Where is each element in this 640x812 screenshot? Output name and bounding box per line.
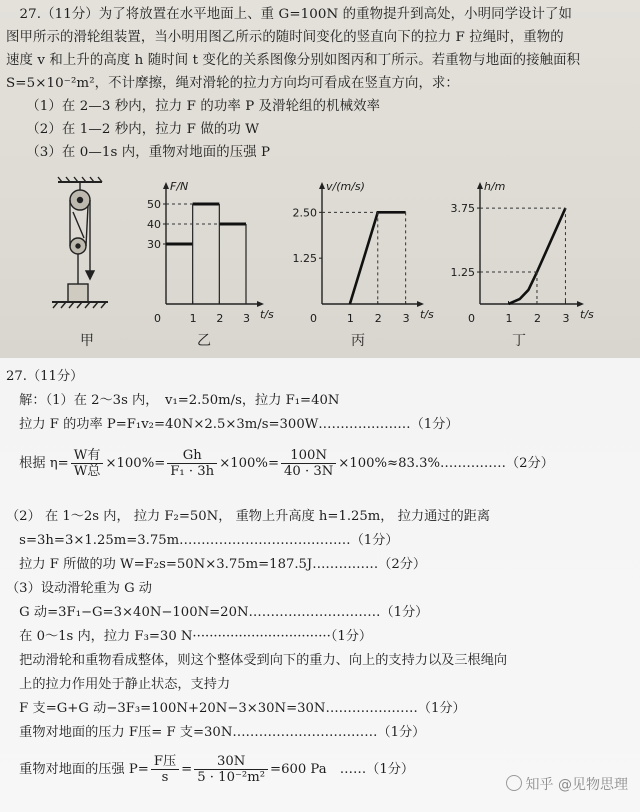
velocity-time-chart <box>282 178 432 328</box>
force-chart-y-tick-label: 40 <box>147 218 161 231</box>
zhihu-logo-icon <box>506 775 522 791</box>
solution-part2: （2） 在 1～2s 内， 拉力 F₂=50N， 重物上升高度 h=1.25m， 拉力通过的距离 <box>6 509 491 524</box>
force-chart-y-arrow <box>163 182 169 189</box>
efficiency-prefix: 根据 η= <box>6 456 69 471</box>
force-chart-x-label: t/s <box>260 308 274 321</box>
solution-section <box>0 358 640 812</box>
force-chart-y-tick-label: 50 <box>147 198 161 211</box>
velocity-chart-x-tick-label: 0 <box>310 312 317 325</box>
problem-question-1: （1）在 2—3 秒内，拉力 F 的功率 P 及滑轮组的机械效率 <box>6 99 381 114</box>
force-chart-x-tick-label: 0 <box>154 312 161 325</box>
height-curve <box>508 208 565 304</box>
height-chart-y-tick-label: 1.25 <box>450 266 475 280</box>
height-chart-y-arrow <box>477 182 483 189</box>
velocity-chart-y-arrow <box>319 182 325 189</box>
force-chart-y-tick-label: 30 <box>147 238 161 251</box>
efficiency-fraction-3: $\frac{100N}{40 \cdot 3N}$ <box>281 448 336 479</box>
solution-distance: s=3h=3×1.25m=3.75m…………………………………（1分） <box>6 533 399 548</box>
watermark: 知乎 @见物思理 <box>506 774 628 794</box>
height-chart-y-tick-label: 3.75 <box>450 202 475 216</box>
velocity-chart-y-tick-label: 2.50 <box>292 206 317 220</box>
problem-question-2: （2）在 1—2 秒内，拉力 F 做的功 W <box>6 122 260 137</box>
solution-efficiency: 根据 η= $\frac{\text{W有}}{\text{W总}}$ ×100%= $\frac{Gh}{\text{F₁ · 3h}}$ ×100%= $\frac{100N}{40 \cdot 3N}$ ×100%≈83.3%……………（2分） <box>6 448 554 479</box>
problem-line-4: S=5×10⁻²m²，不计摩擦，绳对滑轮的拉力方向均可看成在竖直方向，求： <box>6 76 459 91</box>
efficiency-fraction-2: $\frac{Gh}{\text{F₁ · 3h}}$ <box>167 448 217 479</box>
problem-line-3: 速度 v 和上升的高度 h 随时间 t 变化的关系图像分别如图丙和丁所示。若重物与地面的接触面积 <box>6 53 581 68</box>
height-chart-x-tick-label: 2 <box>533 312 541 325</box>
caption-jia: 甲 <box>80 333 94 349</box>
velocity-chart-y-label: v/(m/s) <box>326 180 365 193</box>
force-chart-x-tick-label: 3 <box>243 312 250 325</box>
solution-analysis-1: 把动滑轮和重物看成整体，则这个整体受到向下的重力、向上的支持力以及三根绳向 <box>6 653 508 668</box>
solution-heading: 27.（11分） <box>6 369 84 384</box>
velocity-chart-x-label: t/s <box>420 308 434 321</box>
solution-part3: （3）设动滑轮重为 G 动 <box>6 581 152 596</box>
solution-force-f3: 在 0～1s 内，拉力 F₃=30 N·································（1分） <box>6 629 373 644</box>
pressure-fraction-2: $\frac{30N}{\text{5 · 10⁻²m²}}$ <box>194 754 268 785</box>
problem-section <box>0 0 640 358</box>
height-chart-x-tick-label: 3 <box>562 312 570 325</box>
height-chart-x-arrow <box>577 301 584 307</box>
velocity-chart-x-tick-label: 3 <box>402 312 410 325</box>
problem-question-3: （3）在 0—1s 内，重物对地面的压强 P <box>6 145 271 160</box>
caption-ding: 丁 <box>512 333 526 349</box>
solution-pressure-force: 重物对地面的压力 F压= F 支=30N……………………………（1分） <box>6 725 426 740</box>
solution-power: 拉力 F 的功率 P=F₁v₂=40N×2.5×3m/s=300W…………………（1分） <box>6 417 459 432</box>
problem-line-1: 27.（11分）为了将放置在水平地面上、重 G=100N 的重物提升到高处，小明同学设计了如 <box>6 7 573 22</box>
solution-analysis-2: 上的拉力作用处于静止状态，支持力 <box>6 677 231 692</box>
caption-yi: 乙 <box>197 333 211 349</box>
caption-bing: 丙 <box>351 333 365 349</box>
force-chart-x-arrow <box>257 301 264 307</box>
height-time-chart <box>442 178 592 328</box>
velocity-chart-x-arrow <box>417 301 424 307</box>
force-time-chart <box>138 178 273 328</box>
height-chart-y-label: h/m <box>484 180 506 193</box>
solution-pressure: 重物对地面的压强 P= $\frac{\text{F压}}{s}$ = $\frac{30N}{\text{5 · 10⁻²m²}}$ =600 Pa ……（1分） <box>6 754 415 785</box>
velocity-chart-x-tick-label: 2 <box>374 312 382 325</box>
pulley-system-figure <box>50 176 120 326</box>
problem-line-2: 图甲所示的滑轮组装置，当小明用图乙所示的随时间变化的竖直向下的拉力 F 拉绳时，重物的 <box>6 30 564 45</box>
force-chart-x-tick-label: 2 <box>216 312 224 325</box>
force-chart-x-tick-label: 1 <box>189 312 197 325</box>
height-chart-x-tick-label: 0 <box>468 312 475 325</box>
velocity-chart-x-tick-label: 1 <box>346 312 354 325</box>
solution-support-force: F 支=G+G 动−3F₃=100N+20N−3×30N=30N…………………（1分） <box>6 701 466 716</box>
pressure-fraction-1: $\frac{\text{F压}}{s}$ <box>151 754 179 785</box>
solution-work: 拉力 F 所做的功 W=F₂s=50N×3.75m=187.5J……………（2分） <box>6 557 427 572</box>
height-chart-x-label: t/s <box>580 308 594 321</box>
solution-line-2: 解：（1）在 2～3s 内， v₁=2.50m/s，拉力 F₁=40N <box>6 393 340 408</box>
height-chart-x-tick-label: 1 <box>505 312 513 325</box>
efficiency-fraction-1: $\frac{\text{W有}}{\text{W总}}$ <box>71 448 104 479</box>
force-chart-y-label: F/N <box>170 180 189 193</box>
velocity-chart-y-tick-label: 1.25 <box>292 252 317 266</box>
solution-pulley-weight: G 动=3F₁−G=3×40N−100N=20N…………………………（1分） <box>6 605 429 620</box>
